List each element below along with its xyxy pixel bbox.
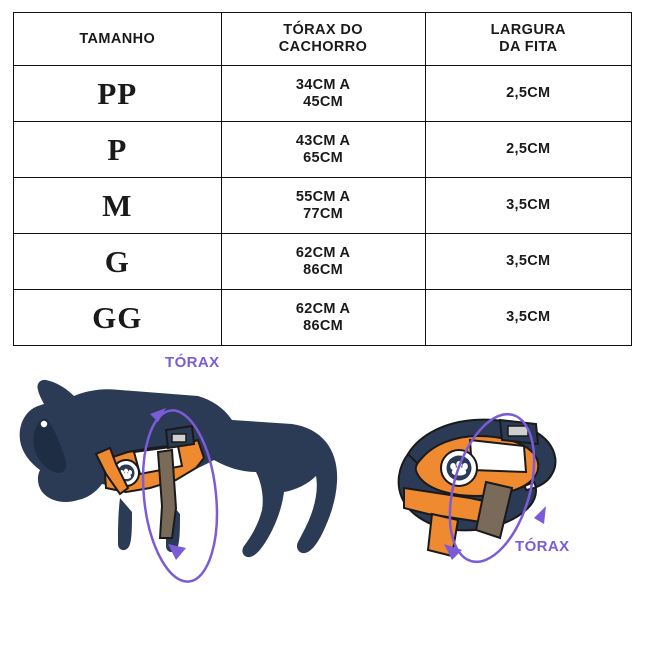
cell-chest-line1: 43CM A <box>295 132 351 149</box>
cell-size: G <box>14 234 222 290</box>
column-header-size <box>14 13 222 66</box>
table-row <box>14 290 632 346</box>
torax-label-right: TÓRAX <box>515 538 570 555</box>
cell-size: GG <box>14 290 222 346</box>
cell-chest <box>221 178 425 234</box>
cell-chest-line2: 86CM <box>303 317 344 334</box>
column-header-strap <box>425 13 631 66</box>
cell-size: P <box>14 122 222 178</box>
cell-strap: 3,5CM <box>425 234 631 290</box>
column-header-chest-line1: TÓRAX DO <box>283 22 363 39</box>
cell-chest <box>221 290 425 346</box>
cell-chest-line2: 86CM <box>303 261 344 278</box>
cell-chest-line2: 65CM <box>303 149 344 166</box>
table-header <box>14 13 632 66</box>
cell-chest-line1: 34CM A <box>295 76 351 93</box>
cell-strap: 3,5CM <box>425 290 631 346</box>
table-body <box>14 66 632 346</box>
cell-chest-line2: 45CM <box>303 93 344 110</box>
dog-eye <box>41 421 47 427</box>
cell-chest <box>221 234 425 290</box>
cell-chest-line1: 62CM A <box>295 300 351 317</box>
harness-diagrams-svg <box>0 348 645 645</box>
size-table <box>13 12 632 346</box>
cell-chest-line2: 77CM <box>303 205 344 222</box>
cell-chest <box>221 122 425 178</box>
harness-buckle-right <box>508 426 528 436</box>
harness-white-panel-right <box>470 440 526 472</box>
column-header-strap-line2: DA FITA <box>499 39 558 55</box>
column-header-size-line1: TAMANHO <box>79 30 156 47</box>
cell-strap: 2,5CM <box>425 122 631 178</box>
table-header-row <box>14 13 632 66</box>
cell-strap: 2,5CM <box>425 66 631 122</box>
column-header-chest <box>221 13 425 66</box>
cell-chest-line1: 62CM A <box>295 244 351 261</box>
illustration-area <box>0 348 645 645</box>
column-header-chest-line2: CACHORRO <box>278 39 368 55</box>
table-row <box>14 234 632 290</box>
cell-chest <box>221 66 425 122</box>
harness-buckle <box>172 434 186 442</box>
dog-side-view-illustration <box>20 380 337 585</box>
cell-strap: 3,5CM <box>425 178 631 234</box>
torax-label-left: TÓRAX <box>165 354 220 371</box>
table-row <box>14 178 632 234</box>
cell-size: M <box>14 178 222 234</box>
harness-belly-strap <box>158 450 176 538</box>
table-row <box>14 122 632 178</box>
cell-chest-line1: 55CM A <box>295 188 351 205</box>
table-row <box>14 66 632 122</box>
column-header-strap-line1: LARGURA <box>490 22 566 39</box>
chest-measure-arrow-right-top <box>534 506 546 524</box>
cell-size: PP <box>14 66 222 122</box>
